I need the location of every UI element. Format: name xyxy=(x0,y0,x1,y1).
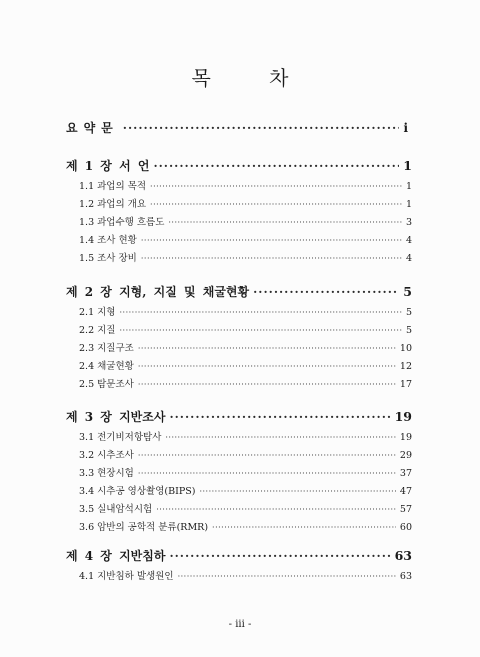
chapter-page: 1 xyxy=(403,158,412,173)
dot-leader xyxy=(212,523,396,532)
section-page: 29 xyxy=(399,450,412,461)
section-page: 37 xyxy=(399,468,412,479)
dot-leader xyxy=(138,380,396,389)
section-label: 2.3 지질구조 xyxy=(79,343,134,354)
dot-leader xyxy=(141,254,402,263)
section-label: 2.2 지질 xyxy=(79,325,116,336)
toc-chapter-4[interactable] xyxy=(66,547,412,564)
section-page: 57 xyxy=(399,504,412,515)
dot-leader xyxy=(123,121,400,135)
toc-section[interactable] xyxy=(79,322,412,336)
toc-chapter-3[interactable] xyxy=(66,408,412,425)
section-page: 4 xyxy=(405,253,412,264)
dot-leader xyxy=(138,362,396,371)
toc-section[interactable] xyxy=(79,483,412,497)
dot-leader xyxy=(253,285,399,299)
section-page: 47 xyxy=(399,486,412,497)
toc-section[interactable] xyxy=(79,232,412,246)
toc-entry-label: 요약문 xyxy=(66,121,119,135)
dot-leader xyxy=(141,236,402,245)
section-page: 5 xyxy=(405,325,412,336)
chapter-label: 제 2 장 지형, 지질 및 채굴현황 xyxy=(66,285,250,299)
toc-section[interactable] xyxy=(79,447,412,461)
section-label: 2.4 채굴현황 xyxy=(79,361,134,372)
section-label: 3.1 전기비저항탐사 xyxy=(79,432,162,443)
toc-section[interactable] xyxy=(79,568,412,582)
toc-chapter-2[interactable] xyxy=(66,283,412,300)
toc-section[interactable] xyxy=(79,250,412,264)
toc-section[interactable] xyxy=(79,340,412,354)
section-label: 3.5 실내암석시험 xyxy=(79,504,153,515)
section-label: 1.1 과업의 목적 xyxy=(79,181,147,192)
chapter-label: 제 4 장 지반침하 xyxy=(66,549,166,563)
section-label: 1.4 조사 현황 xyxy=(79,235,137,246)
chapter-page: 5 xyxy=(403,284,412,299)
toc-section[interactable] xyxy=(79,429,412,443)
dot-leader xyxy=(119,308,401,317)
dot-leader xyxy=(119,326,401,335)
section-page: 63 xyxy=(399,571,412,582)
section-page: 4 xyxy=(405,235,412,246)
toc-entry-page: i xyxy=(403,121,408,135)
page-number-footer: - iii - xyxy=(228,619,252,630)
section-page: 5 xyxy=(405,307,412,318)
section-page: 1 xyxy=(405,181,412,192)
section-label: 1.5 조사 장비 xyxy=(79,253,137,264)
toc-chapter-1[interactable] xyxy=(66,157,412,174)
chapter-page: 19 xyxy=(394,409,412,424)
section-page: 60 xyxy=(399,522,412,533)
dot-leader xyxy=(138,451,396,460)
dot-leader xyxy=(138,469,396,478)
section-label: 3.3 현장시험 xyxy=(79,468,134,479)
dot-leader xyxy=(138,344,396,353)
section-page: 3 xyxy=(405,217,412,228)
section-page: 17 xyxy=(399,379,412,390)
toc-section[interactable] xyxy=(79,376,412,390)
section-label: 2.5 탐문조사 xyxy=(79,379,134,390)
section-label: 3.4 시추공 영상촬영(BIPS) xyxy=(79,486,196,497)
toc-section[interactable] xyxy=(79,178,412,192)
toc-section[interactable] xyxy=(79,501,412,515)
dot-leader xyxy=(165,433,396,442)
section-label: 4.1 지반침하 발생원인 xyxy=(79,571,174,582)
dot-leader xyxy=(150,200,402,209)
toc-section[interactable] xyxy=(79,519,412,533)
toc-section[interactable] xyxy=(79,304,412,318)
chapter-page: 63 xyxy=(394,548,412,563)
toc-section[interactable] xyxy=(79,196,412,210)
dot-leader xyxy=(178,572,396,581)
section-label: 1.3 과업수행 흐름도 xyxy=(79,217,165,228)
page-title: 목 차 xyxy=(191,66,315,90)
section-page: 12 xyxy=(399,361,412,372)
section-label: 1.2 과업의 개요 xyxy=(79,199,147,210)
dot-leader xyxy=(168,218,402,227)
dot-leader xyxy=(156,505,396,514)
section-page: 1 xyxy=(405,199,412,210)
dot-leader xyxy=(153,159,399,173)
toc-section[interactable] xyxy=(79,214,412,228)
section-page: 10 xyxy=(399,343,412,354)
dot-leader xyxy=(150,182,402,191)
section-label: 3.2 시추조사 xyxy=(79,450,134,461)
dot-leader xyxy=(169,410,390,424)
dot-leader xyxy=(199,487,395,496)
section-page: 19 xyxy=(399,432,412,443)
section-label: 3.6 암반의 공학적 분류(RMR) xyxy=(79,522,209,533)
chapter-label: 제 3 장 지반조사 xyxy=(66,410,166,424)
chapter-label: 제 1 장 서 언 xyxy=(66,159,150,173)
dot-leader xyxy=(169,549,390,563)
toc-section[interactable] xyxy=(79,465,412,479)
toc-section[interactable] xyxy=(79,358,412,372)
toc-summary-entry[interactable] xyxy=(66,119,408,136)
section-label: 2.1 지형 xyxy=(79,307,116,318)
